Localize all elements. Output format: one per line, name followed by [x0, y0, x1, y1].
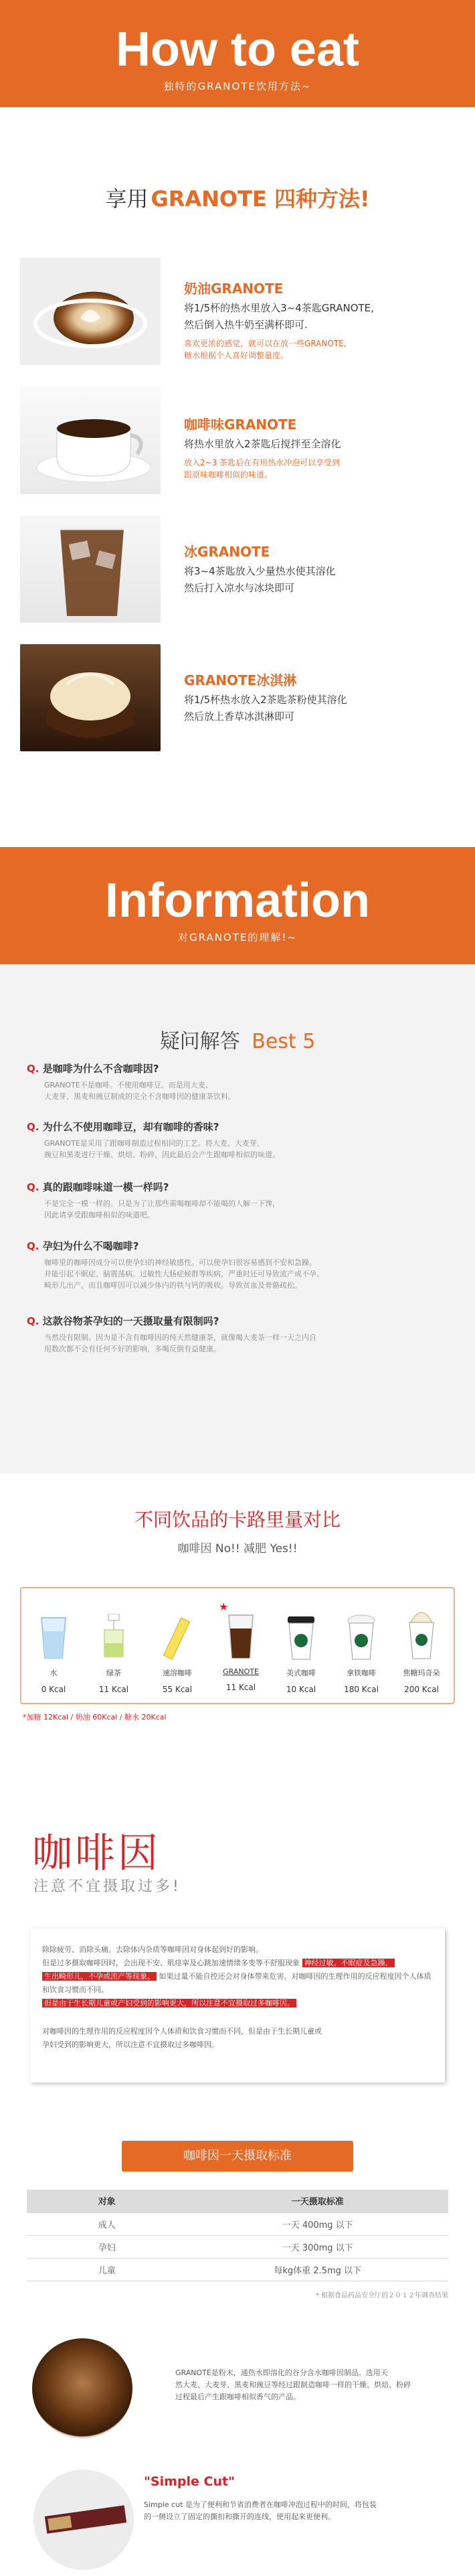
intake-source: * 根据食品药品安全厅的２０１２年调查结果	[315, 2291, 448, 2299]
drink-water: 水 0 Kcal	[30, 1614, 77, 1694]
faq-item	[27, 1239, 448, 1291]
ice-cream-photo	[20, 644, 161, 751]
heading-prefix: 享用	[105, 186, 149, 212]
faq-heading-text: 疑问解答	[159, 1030, 240, 1053]
calorie-title: 不同饮品的卡路里量对比	[134, 1509, 341, 1531]
how-to-eat-title: How to eat	[115, 23, 359, 76]
information-banner	[0, 847, 475, 964]
ice-cream-icon	[20, 644, 161, 751]
macchiato-cup-icon	[401, 1604, 442, 1661]
faq-heading-best: Best 5	[252, 1030, 316, 1053]
method-note: 喜欢更浓的感觉，就可以在放一些GRANOTE,	[184, 339, 347, 348]
instant-stick-icon	[157, 1614, 197, 1661]
how-to-eat-banner	[0, 0, 475, 107]
method-row	[20, 258, 455, 365]
drink-latte: 拿铁咖啡 180 Kcal	[338, 1614, 385, 1694]
drink-granote: ★ GRANOTE 11 Kcal	[217, 1606, 264, 1692]
method-step: 然后倒入热牛奶至满杯即可.	[184, 319, 308, 331]
method-note: 放入2~3 茶匙后在有用热水冲泡可以享受到	[184, 458, 341, 467]
caffeine-para: 孕妇受到的影响更大，所以注意不宜摄取过多咖啡因。	[42, 2040, 219, 2049]
information-title: Information	[105, 874, 370, 927]
q-marker: Q.	[27, 1240, 39, 1252]
faq-answer: 咖啡里的咖啡因成分可以使孕妇的神经敏感性。可以使孕妇很容易感到不安和急躁。	[44, 1258, 316, 1267]
caffeine-textbox	[30, 1928, 445, 2082]
stick-pack-icon	[33, 2470, 134, 2570]
method-step: 将3~4茶匙放入少量热水使其溶化	[184, 565, 336, 577]
faq-answer: 当然没有限制。因为是不含有咖啡因的纯天然健康茶，就像喝大麦茶一样一天之内自	[44, 1333, 316, 1342]
caffeine-para: 生出畸形儿，不孕或流产等现象。 如果过量不能自控还会对身体带来危害。对咖啡因的生理作用的反应程度因个人体质和饮食习惯而不同。	[42, 1972, 432, 1994]
faq-item	[27, 1061, 448, 1102]
faq-answer: 并能引起不眠症、脑震荡病。过敏性大肠症候群等疾病，严重时还可导致流产或不孕、	[44, 1270, 324, 1278]
powder-photo	[32, 2338, 132, 2439]
information-subtitle: 对GRANOTE的理解!~	[178, 931, 297, 943]
caffeine-highlight: 生出畸形儿，不孕或流产等现象。	[42, 1972, 157, 1981]
faq-answer: 因此请享受跟咖啡相似的味道吧。	[44, 1211, 155, 1219]
coffee-cup-icon	[20, 387, 161, 494]
faq-answer: 用数次都不会有任何不好的影响，多喝反倒有益健康。	[44, 1345, 221, 1353]
iced-glass-icon	[20, 516, 161, 623]
q-marker: Q.	[27, 1181, 39, 1193]
faq-answer: 大麦芽、黑麦和豌豆制成的完全不含咖啡因的健康茶饮料。	[44, 1092, 235, 1101]
faq-question: Q. 是咖啡为什么不含咖啡因?	[27, 1063, 159, 1075]
caffeine-para	[42, 1997, 433, 2010]
method-row	[20, 387, 455, 494]
drink-instant-coffee: 速溶咖啡 55 Kcal	[154, 1614, 201, 1694]
faq-answer: GRANOTE是采用了跟咖啡制造过程相同的工艺。将大麦、大麦芽、	[44, 1139, 264, 1148]
faq-item	[27, 1314, 448, 1355]
cream-latte-photo	[20, 258, 161, 365]
product-text: GRANOTE是粉末，通热水即溶化的谷分含水咖啡因制品。选用天 然大麦、大麦芽、黑麦和豌豆等经过跟制造咖啡一样的干燥、烘焙、粉碎 过程最后产生跟咖啡相似香气的产品。	[175, 2368, 411, 2401]
caffeine-highlight: 神经过敏。不眠症及急躁、	[302, 1959, 395, 1967]
methods-heading	[0, 182, 475, 213]
granote-cup-icon	[221, 1606, 261, 1661]
method-step: 将1/5杯的热水里放入3~4茶匙GRANOTE,	[184, 302, 374, 314]
method-note: 糖水根据个人喜好调整量度。	[184, 351, 289, 360]
drink-caramel-macchiato: 焦糖玛奇朵 200 Kcal	[398, 1604, 445, 1694]
method-row	[20, 516, 455, 623]
simplecut-title: "Simple Cut"	[144, 2474, 235, 2489]
method-name: 冰GRANOTE	[184, 544, 270, 560]
intake-header: 对象	[27, 2190, 187, 2212]
calorie-subtitle: 咖啡因 No!! 减肥 Yes!!	[177, 1542, 298, 1556]
caffeine-para: 对咖啡因的生理作用的反应程度因个人体质和饮食习惯而不同，但是由于生长期儿童或	[42, 2027, 322, 2036]
caffeine-title: 咖啡因	[32, 1830, 161, 1877]
q-marker: Q.	[27, 1063, 39, 1075]
faq-item	[27, 1180, 448, 1221]
faq-question: Q. 为什么不使用咖啡豆，却有咖啡的香味?	[27, 1121, 219, 1133]
table-row: 成人 一天 400mg 以下	[27, 2212, 448, 2235]
drink-americano: 美式咖啡 10 Kcal	[278, 1614, 324, 1694]
stick-pack-photo	[33, 2470, 134, 2570]
how-to-eat-subtitle: 独特的GRANOTE饮用方法~	[163, 80, 312, 92]
method-step: 将1/5杯热水放入2茶匙茶粉使其溶化	[184, 694, 347, 706]
water-glass-icon	[33, 1614, 74, 1661]
black-coffee-photo	[20, 387, 161, 494]
method-step: 然后打入凉水与冰块即可	[184, 582, 295, 594]
faq-answer: 畸形儿出产。而且咖啡因可以减少体内的铁与钙的吸收。导致贫血及骨骼疏松。	[44, 1281, 302, 1290]
q-marker: Q.	[27, 1315, 39, 1327]
star-icon: ★	[219, 1600, 229, 1613]
faq-answer: 不是完全一模一样的。只是为了让那些需喝咖啡却不能喝的人解一下馋，	[44, 1199, 280, 1208]
faq-heading	[0, 1025, 475, 1054]
calorie-note: *加糖 12Kcal / 奶油 60Kcal / 糖水 20Kcal	[23, 1713, 167, 1722]
faq-answer: GRANOTE不是咖啡。不使用咖啡豆。而是用大麦、	[44, 1081, 213, 1089]
caffeine-para: 除除疲劳、消除头痛。去除体内杂质等咖啡因对身体起到好的影响。	[42, 1945, 263, 1954]
coffee-cup-icon	[20, 258, 161, 365]
faq-question: Q. 这款谷物茶孕妇的一天摄取量有限制吗?	[27, 1315, 219, 1327]
method-step: 将热水里放入2茶匙后搅拌至全溶化	[184, 438, 341, 450]
latte-cup-icon	[341, 1614, 381, 1661]
method-note: 跟原味咖啡相似的味道。	[184, 470, 273, 479]
faq-item	[27, 1120, 448, 1160]
intake-table	[27, 2190, 448, 2299]
faq-question: Q. 真的跟咖啡味道一模一样吗?	[27, 1181, 169, 1193]
heading-brand: GRANOTE 四种方法!	[151, 186, 370, 212]
method-name: 奶油GRANOTE	[184, 281, 284, 297]
iced-coffee-photo	[20, 516, 161, 623]
intake-title: 咖啡因一天摄取标准	[122, 2141, 353, 2172]
method-name: 咖啡味GRANOTE	[184, 416, 297, 433]
table-row: 孕妇 一天 300mg 以下	[27, 2235, 448, 2258]
table-row: 儿童 每kg体重 2.5mg 以下	[27, 2258, 448, 2281]
caffeine-highlight: 但是由于生长期儿童或产妇受到的影响更大，所以注意不宜摄取过多咖啡因。	[42, 1999, 296, 2007]
simplecut-text: Simple cut 是为了便利和节省消费者在咖啡冲泡过程中的时间，将包装 的一侧设立了固定的撕扣和撕开的连线，使用起来更便利。	[144, 2500, 377, 2521]
faq-question: Q. 孕妇为什么不喝咖啡?	[27, 1240, 139, 1252]
intake-header: 一天摄取标准	[187, 2190, 448, 2212]
method-name: GRANOTE冰淇淋	[184, 672, 297, 688]
caffeine-subtitle: 注意不宜摄取过多!	[33, 1878, 181, 1895]
method-row	[20, 644, 455, 751]
tea-bag-icon	[94, 1614, 134, 1661]
method-step: 然后放上香草冰淇淋即可	[184, 710, 295, 723]
drink-green-tea: 绿茶 11 Kcal	[90, 1614, 137, 1694]
faq-answer: 豌豆和黑麦进行干燥、烘焙、粉碎，因此最后会产生跟咖啡相似的味道。	[44, 1150, 280, 1159]
q-marker: Q.	[27, 1121, 39, 1133]
caffeine-para: 但是过多摄取咖啡因时，会出现不安、肌痉挛及心跳加速情绪多变等不舒服现象 神经过敏。不眠症及急躁、	[42, 1957, 433, 1970]
americano-cup-icon	[281, 1614, 321, 1661]
